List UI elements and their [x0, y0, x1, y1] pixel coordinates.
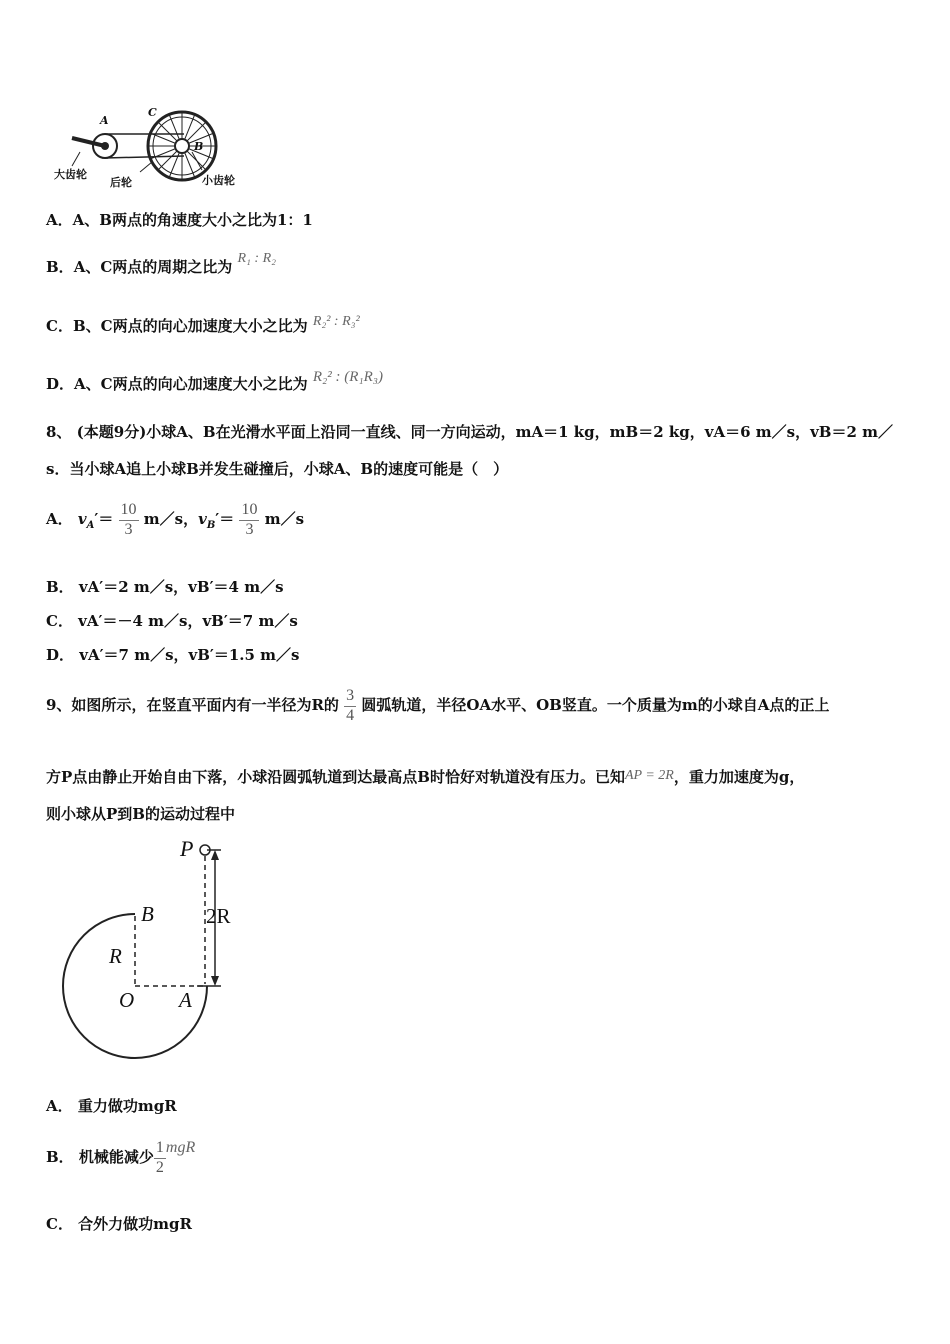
q9-label-b: B — [141, 902, 154, 926]
q9-three-quarter-fraction: $\frac{3}{4}$ — [346, 687, 355, 724]
q9-stem-line3: 则小球从P到B的运动过程中 — [46, 805, 235, 823]
q8-option-a-va-fraction: $\frac{10}{3}$ — [120, 501, 137, 538]
q9-label-p: P — [180, 836, 194, 861]
q8-stem-line1: 8、 (本题9分)小球A、B在光滑水平面上沿同一直线、同一方向运动，mA＝1 kg，mB＝2 kg，vA＝6 m／s，vB＝2 m／ — [46, 423, 894, 441]
q8-option-c: C． vA′＝－4 m／s，vB′＝7 m／s — [46, 612, 298, 630]
q9-label-2r: 2R — [206, 904, 231, 928]
q9-label-r: R — [109, 944, 122, 968]
q7-option-d-formula: R₂² : (R₁R₃) — [312, 369, 383, 385]
q9-option-a: A． 重力做功mgR — [46, 1097, 177, 1115]
q8-option-a: A． $v_A'=$ $\frac{10}{3}$ m／s，$v_B'=$ $\frac{10}{3}$ m／s — [46, 501, 305, 538]
q9-stem-line1: 9、如图所示，在竖直平面内有一半径为R的 $\frac{3}{4}$ 圆弧轨道，半径OA水平、OB竖直。一个质量为m的小球自A点的正上 — [46, 687, 830, 724]
q8-stem-line2: s．当小球A追上小球B并发生碰撞后，小球A、B的速度可能是（ ） — [46, 460, 509, 478]
q9-option-b-formula: mgR — [165, 1139, 196, 1156]
q9-arc-drawing — [55, 834, 235, 1064]
q9-label-a: A — [179, 988, 192, 1012]
q9-stem-line2: 方P点由静止开始自由下落，小球沿圆弧轨道到达最高点B时恰好对轨道没有压力。已知AP = 2R，重力加速度为g， — [46, 768, 805, 786]
q9-arc-track-figure — [55, 834, 235, 1064]
figure-label-c: C — [148, 106, 157, 119]
figure-label-big-gear: 大齿轮 — [54, 168, 87, 181]
figure-label-b: B — [194, 140, 204, 153]
q9-label-o: O — [119, 988, 135, 1012]
bicycle-gear-figure — [52, 106, 262, 191]
figure-label-rear-wheel: 后轮 — [110, 176, 132, 189]
q7-option-b-formula: R₁ : R₂ — [237, 251, 276, 266]
q7-option-c-formula: R₂² : R₃² — [312, 314, 360, 329]
q8-option-b: B． vA′＝2 m／s，vB′＝4 m／s — [46, 578, 284, 596]
q9-option-c: C． 合外力做功mgR — [46, 1215, 192, 1233]
q7-option-c: C．B、C两点的向心加速度大小之比为 R₂² : R₃² — [46, 314, 360, 335]
figure-label-small-gear: 小齿轮 — [202, 174, 235, 187]
q7-option-d: D．A、C两点的向心加速度大小之比为 R₂² : (R₁R₃) — [46, 369, 383, 393]
q9-option-b: B． 机械能减少 $\frac{1}{2}$ mgR — [46, 1139, 196, 1176]
q8-option-a-vb-fraction: $\frac{10}{3}$ — [241, 501, 258, 538]
q7-option-b: B．A、C两点的周期之比为 R₁ : R₂ — [46, 251, 276, 276]
q9-ap-formula: AP = 2R — [624, 768, 674, 783]
q8-option-d: D． vA′＝7 m／s，vB′＝1.5 m／s — [46, 646, 300, 664]
q7-option-a: A．A、B两点的角速度大小之比为1：1 — [46, 211, 313, 229]
q9-option-b-fraction: $\frac{1}{2}$ — [155, 1139, 164, 1176]
figure-label-a: A — [100, 114, 109, 127]
